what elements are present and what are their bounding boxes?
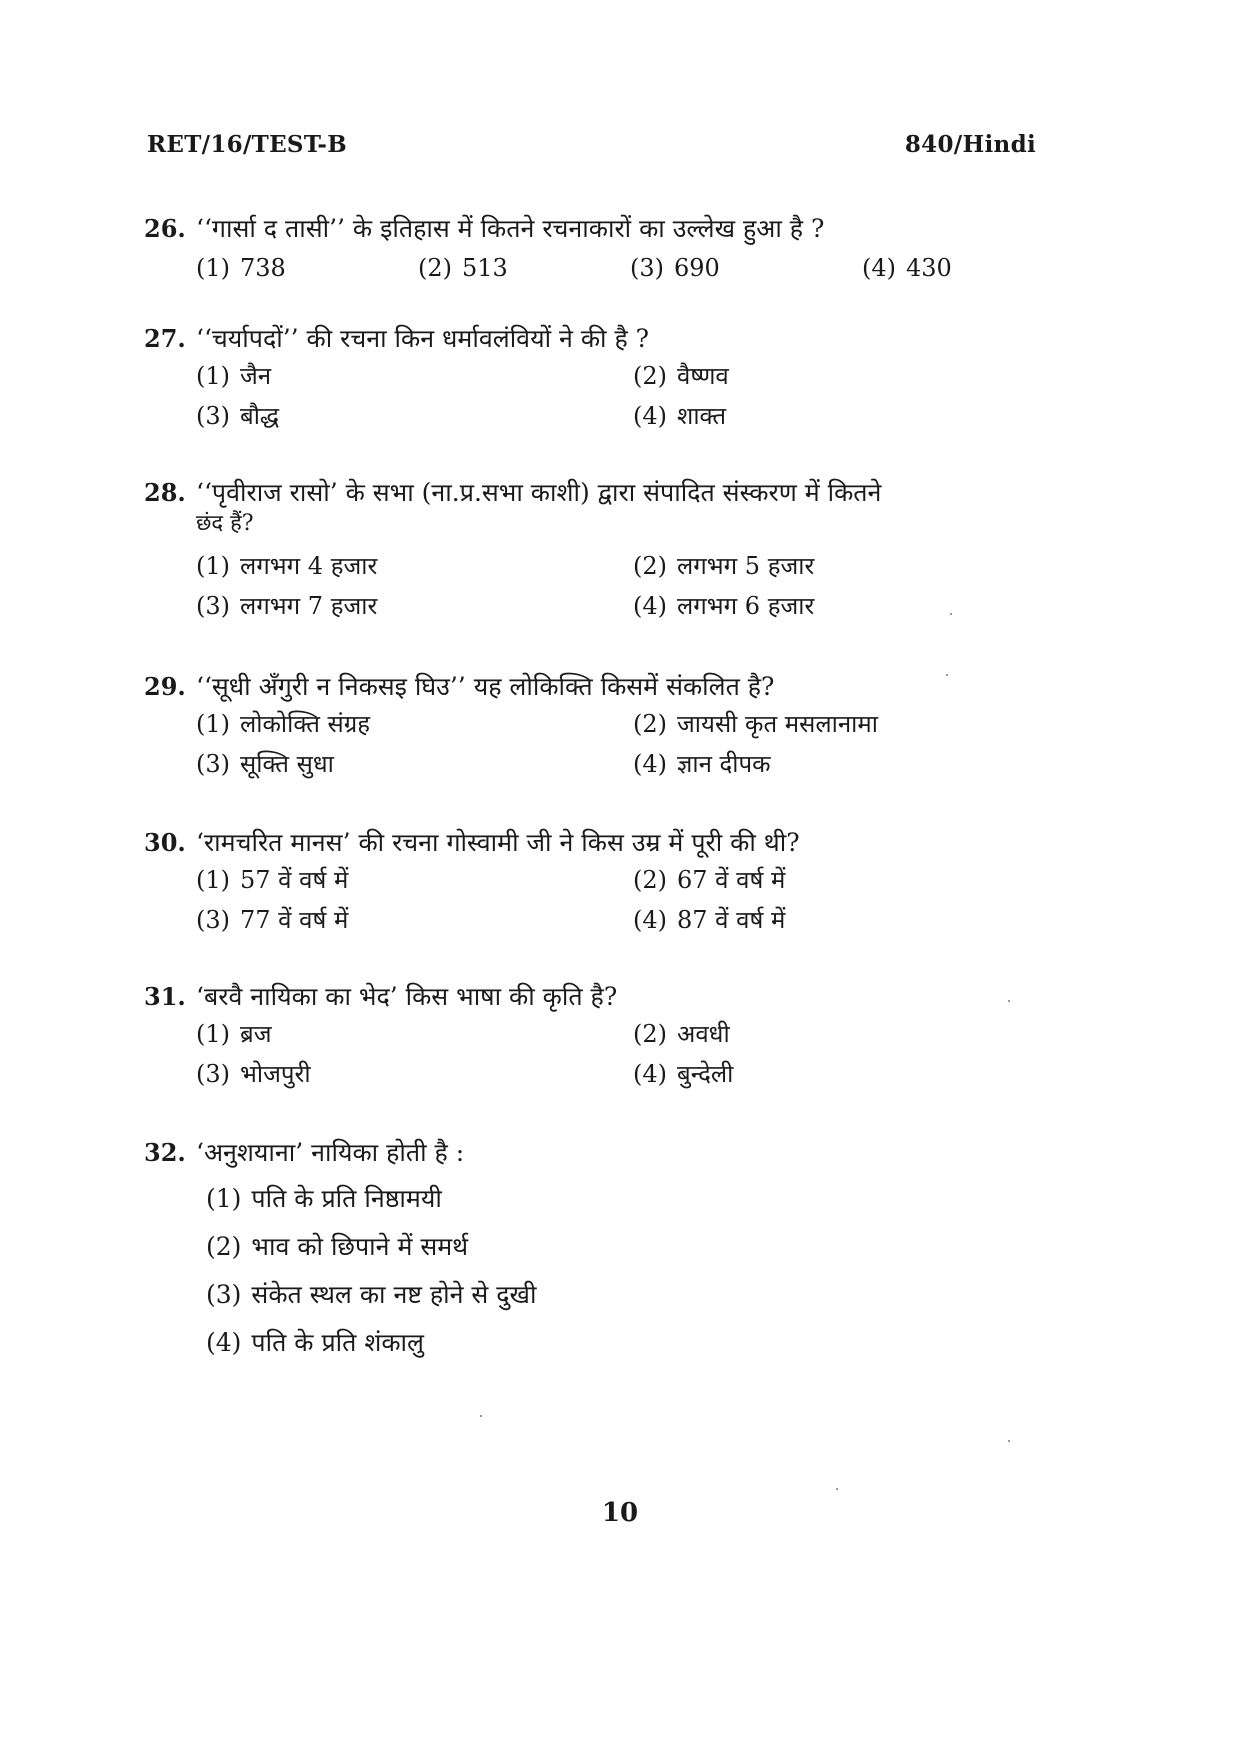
- option-number: (3): [206, 1280, 242, 1309]
- option-1: [196, 548, 633, 584]
- question-text: ‘‘गार्सा द तासी’’ के इतिहास में कितने रचनाकारों का उल्लेख हुआ है ?: [196, 214, 825, 243]
- option-number: (2): [633, 552, 667, 580]
- option-text: भोजपुरी: [240, 1060, 311, 1088]
- option-2: [633, 706, 1053, 742]
- option-1: [196, 706, 633, 742]
- scan-speck: [1008, 1440, 1010, 1442]
- question-text: ‘‘सूधी अँगुरी न निकसइ घिउ’’ यह लोकिक्ति किसमें संकलित है?: [196, 672, 775, 701]
- option-text: जैन: [240, 362, 272, 390]
- option-text: 67 वें वर्ष में: [677, 866, 786, 894]
- option-number: (3): [196, 592, 230, 620]
- option-text: बौद्ध: [240, 402, 280, 430]
- question-32: [144, 1136, 1064, 1372]
- option-2: [633, 358, 1053, 394]
- option-2: [206, 1228, 1064, 1265]
- paper-code: RET/16/TEST-B: [147, 131, 348, 158]
- scan-speck: [946, 674, 948, 676]
- option-3: [206, 1276, 1064, 1313]
- option-text: बुन्देली: [677, 1060, 734, 1088]
- question-text: ‘रामचरित मानस’ की रचना गोस्वामी जी ने किस उम्र में पूरी की थी?: [196, 828, 800, 857]
- option-number: (1): [196, 866, 230, 894]
- option-text: लगभग 7 हजार: [240, 592, 378, 620]
- option-number: (3): [196, 750, 230, 778]
- option-number: (1): [196, 552, 230, 580]
- option-4: [633, 1056, 1053, 1092]
- question-number: 26.: [144, 214, 186, 243]
- option-3: [196, 588, 633, 624]
- question-number: 29.: [144, 672, 186, 701]
- option-text: सूक्ति सुधा: [240, 750, 334, 778]
- question-text: ‘अनुशयाना’ नायिका होती है :: [196, 1138, 465, 1167]
- question-29: [144, 670, 1064, 782]
- option-number: (3): [196, 402, 230, 430]
- option-text: पति के प्रति शंकालु: [251, 1328, 424, 1357]
- scan-speck: [950, 613, 952, 615]
- option-number: (3): [196, 1060, 230, 1088]
- option-number: (2): [418, 254, 452, 282]
- question-27: [144, 322, 1064, 434]
- question-number: 31.: [144, 982, 186, 1011]
- option-text: लगभग 6 हजार: [677, 592, 815, 620]
- option-number: (2): [633, 1020, 667, 1048]
- option-text: ज्ञान दीपक: [677, 750, 771, 778]
- option-2: [633, 548, 1053, 584]
- question-30: [144, 826, 1064, 938]
- option-number: (1): [206, 1184, 242, 1213]
- subject-code: 840/Hindi: [904, 131, 1036, 158]
- option-1: [196, 358, 633, 394]
- option-4: [633, 746, 1053, 782]
- option-text: शाक्त: [677, 402, 727, 430]
- option-number: (1): [196, 254, 230, 282]
- option-1: [206, 1180, 1064, 1217]
- option-number: (1): [196, 710, 230, 738]
- question-text: ‘‘चर्यापदों’’ की रचना किन धर्मावलंवियों ने की है ?: [196, 324, 650, 353]
- option-2: [633, 1016, 1053, 1052]
- question-number: 30.: [144, 828, 186, 857]
- option-4: [862, 250, 1062, 286]
- option-4: [633, 902, 1053, 938]
- question-26: [144, 212, 1064, 286]
- option-text: 57 वें वर्ष में: [240, 866, 349, 894]
- option-1: [196, 250, 418, 286]
- option-2: [633, 862, 1053, 898]
- question-number: 28.: [144, 478, 186, 507]
- option-number: (2): [633, 710, 667, 738]
- option-3: [196, 902, 633, 938]
- option-3: [196, 1056, 633, 1092]
- option-2: [418, 250, 630, 286]
- option-1: [196, 862, 633, 898]
- scan-speck: [480, 1415, 482, 1417]
- option-number: (1): [196, 1020, 230, 1048]
- option-text: लगभग 5 हजार: [677, 552, 815, 580]
- option-number: (4): [633, 750, 667, 778]
- option-text: 430: [906, 254, 952, 282]
- option-text: पति के प्रति निष्ठामयी: [251, 1184, 442, 1213]
- option-text: 513: [462, 254, 508, 282]
- scan-speck: [1008, 1000, 1010, 1002]
- option-text: 690: [674, 254, 720, 282]
- option-3: [196, 398, 633, 434]
- option-text: ब्रज: [240, 1020, 272, 1048]
- page-number: 10: [601, 1498, 639, 1528]
- option-text: 738: [240, 254, 286, 282]
- option-number: (4): [206, 1328, 242, 1357]
- option-number: (2): [633, 866, 667, 894]
- question-28: [144, 476, 1064, 624]
- option-number: (4): [633, 402, 667, 430]
- question-31: [144, 980, 1064, 1092]
- option-text: अवधी: [677, 1020, 730, 1048]
- option-number: (4): [633, 1060, 667, 1088]
- question-number: 32.: [144, 1138, 186, 1167]
- option-4: [633, 588, 1053, 624]
- option-3: [630, 250, 862, 286]
- option-number: (4): [862, 254, 896, 282]
- question-number: 27.: [144, 324, 186, 353]
- option-number: (4): [633, 906, 667, 934]
- option-4: [206, 1324, 1064, 1361]
- option-1: [196, 1016, 633, 1052]
- option-text: भाव को छिपाने में समर्थ: [251, 1232, 469, 1261]
- option-text: 77 वें वर्ष में: [240, 906, 349, 934]
- option-number: (2): [206, 1232, 242, 1261]
- question-text: ‘बरवै नायिका का भेद’ किस भाषा की कृति है?: [196, 982, 618, 1011]
- option-4: [633, 398, 1053, 434]
- option-3: [196, 746, 633, 782]
- option-text: वैष्णव: [677, 362, 729, 390]
- option-text: लोकोक्ति संग्रह: [240, 710, 371, 738]
- option-number: (1): [196, 362, 230, 390]
- option-text: जायसी कृत मसलानामा: [677, 710, 878, 738]
- question-text-continued: छंद हैं?: [196, 511, 254, 536]
- option-number: (3): [196, 906, 230, 934]
- option-number: (3): [630, 254, 664, 282]
- option-text: लगभग 4 हजार: [240, 552, 378, 580]
- question-text: ‘‘पृवीराज रासो’ के सभा (ना.प्र.सभा काशी) द्वारा संपादित संस्करण में कितने: [196, 478, 882, 507]
- option-number: (2): [633, 362, 667, 390]
- option-text: संकेत स्थल का नष्ट होने से दुखी: [251, 1280, 537, 1309]
- option-text: 87 वें वर्ष में: [677, 906, 786, 934]
- option-number: (4): [633, 592, 667, 620]
- scan-speck: [836, 1488, 838, 1490]
